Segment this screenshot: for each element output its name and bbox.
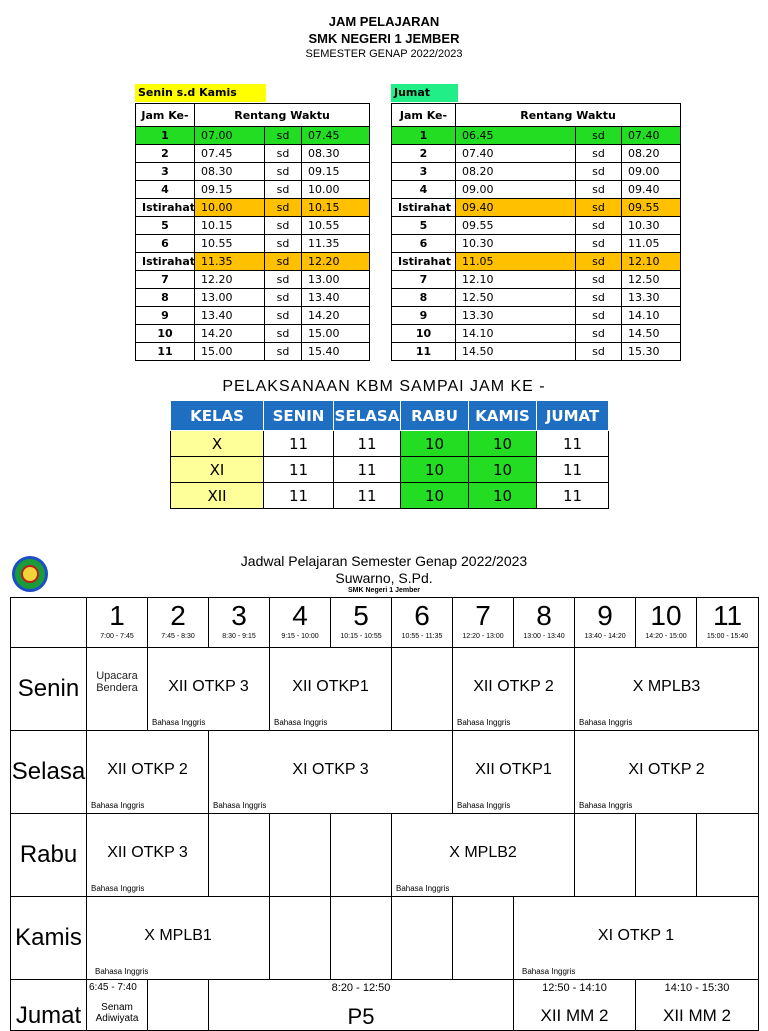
jam-ke: 7 (392, 271, 456, 289)
end-time: 15.00 (302, 325, 370, 343)
lesson-cell (87, 731, 209, 814)
schedule-school: SMK Negeri 1 Jember (348, 587, 420, 594)
period-header (270, 598, 331, 648)
kbm-value: 10 (401, 483, 469, 509)
sd-label: sd (576, 145, 622, 163)
start-time: 08.30 (195, 163, 265, 181)
time-row (392, 217, 681, 235)
subject-name: Bahasa Inggris (274, 718, 328, 727)
time-row (392, 181, 681, 199)
time-row (392, 145, 681, 163)
sd-label: sd (576, 343, 622, 361)
jam-ke: 2 (136, 145, 195, 163)
period-time: 7:45 - 8:30 (161, 633, 195, 640)
period-time: 13:40 - 14:20 (584, 633, 626, 640)
end-time: 15.30 (622, 343, 681, 361)
subject-name: Bahasa Inggris (457, 718, 511, 727)
kbm-row (171, 483, 609, 509)
start-time: 14.20 (195, 325, 265, 343)
period-number: 7 (475, 600, 491, 631)
senam-cell (87, 980, 148, 1031)
period-time: 10:15 - 10:55 (340, 633, 382, 640)
col-rentang-header: Rentang Waktu (456, 104, 681, 127)
jam-ke: 1 (136, 127, 195, 145)
period-number: 2 (170, 600, 186, 631)
row-kamis (11, 897, 759, 980)
sd-label: sd (265, 307, 302, 325)
time-range: 6:45 - 7:40 (89, 982, 137, 993)
subject-name: Bahasa Inggris (213, 801, 267, 810)
end-time: 13.40 (302, 289, 370, 307)
class-name: XII OTKP1 (292, 678, 369, 695)
sd-label: sd (265, 289, 302, 307)
day-label: Rabu (11, 814, 87, 897)
end-time: 10.15 (302, 199, 370, 217)
school-name: SMK NEGERI 1 JEMBER (308, 31, 460, 46)
start-time: 10.55 (195, 235, 265, 253)
lesson-cell (575, 648, 759, 731)
sd-label: sd (576, 181, 622, 199)
end-time: 14.10 (622, 307, 681, 325)
end-time: 09.40 (622, 181, 681, 199)
empty-cell (453, 897, 514, 980)
jam-ke: 5 (136, 217, 195, 235)
kbm-value: 11 (537, 483, 609, 509)
teacher-name: Suwarno, S.Pd. (335, 570, 433, 586)
end-time: 07.45 (302, 127, 370, 145)
period-header (453, 598, 514, 648)
subject-name: Bahasa Inggris (579, 801, 633, 810)
jam-ke: 3 (392, 163, 456, 181)
class-name: X MPLB3 (632, 678, 701, 695)
end-time: 08.30 (302, 145, 370, 163)
period-number: 9 (597, 600, 613, 631)
period-time: 9:15 - 10:00 (281, 633, 319, 640)
end-time: 11.35 (302, 235, 370, 253)
start-time: 13.30 (456, 307, 576, 325)
end-time: 12.20 (302, 253, 370, 271)
class-name: XI OTKP 3 (292, 761, 369, 778)
period-header (514, 598, 575, 648)
lesson-cell (392, 814, 575, 897)
class-name: XI OTKP 1 (597, 927, 675, 944)
subject-name: Bahasa Inggris (396, 884, 450, 893)
empty-cell (636, 814, 697, 897)
jam-ke: 4 (136, 181, 195, 199)
kbm-value: 11 (334, 457, 401, 483)
lesson-cell (270, 648, 392, 731)
start-time: 12.50 (456, 289, 576, 307)
sd-label: sd (576, 217, 622, 235)
time-row (392, 343, 681, 361)
col-rentang-header: Rentang Waktu (195, 104, 370, 127)
time-row (392, 127, 681, 145)
p5-cell (209, 980, 514, 1031)
start-time: 10.30 (456, 235, 576, 253)
kbm-value: 11 (334, 431, 401, 457)
period-number: 6 (414, 600, 430, 631)
empty-cell (331, 897, 392, 980)
period-header (636, 598, 697, 648)
subject-name: Bahasa Inggris (152, 718, 206, 727)
period-number: 1 (109, 600, 125, 631)
kbm-value: 11 (334, 483, 401, 509)
jam-ke: 7 (136, 271, 195, 289)
lesson-cell (87, 814, 209, 897)
jam-ke: Istirahat (136, 253, 195, 271)
jam-ke: 5 (392, 217, 456, 235)
time-row (136, 325, 370, 343)
sd-label: sd (576, 307, 622, 325)
kbm-value: 11 (537, 431, 609, 457)
time-row (392, 199, 681, 217)
end-time: 14.50 (622, 325, 681, 343)
jumat-table (391, 103, 681, 361)
jam-ke: 2 (392, 145, 456, 163)
subject-name: Bahasa Inggris (457, 801, 511, 810)
senam-text: Senam Adiwiyata (95, 1002, 139, 1024)
end-time: 09.15 (302, 163, 370, 181)
kbm-row (171, 457, 609, 483)
sd-label: sd (576, 199, 622, 217)
row-rabu (11, 814, 759, 897)
start-time: 08.20 (456, 163, 576, 181)
jam-ke: 8 (392, 289, 456, 307)
sd-label: sd (265, 199, 302, 217)
end-time: 15.40 (302, 343, 370, 361)
start-time: 15.00 (195, 343, 265, 361)
jam-ke: 6 (136, 235, 195, 253)
subject-name: Bahasa Inggris (95, 967, 149, 976)
empty-cell (697, 814, 759, 897)
end-time: 14.20 (302, 307, 370, 325)
time-row (392, 271, 681, 289)
empty-cell (209, 814, 270, 897)
semester-label: SEMESTER GENAP 2022/2023 (305, 48, 463, 60)
time-row (392, 235, 681, 253)
jam-ke: 6 (392, 235, 456, 253)
kbm-header: KELAS (171, 401, 264, 431)
start-time: 11.35 (195, 253, 265, 271)
end-time: 09.00 (622, 163, 681, 181)
jam-ke: 8 (136, 289, 195, 307)
lesson-cell (636, 980, 759, 1031)
empty-cell (575, 814, 636, 897)
end-time: 12.50 (622, 271, 681, 289)
lesson-cell (514, 897, 759, 980)
time-row (136, 253, 370, 271)
class-name: XII OTKP 3 (107, 844, 188, 861)
start-time: 09.55 (456, 217, 576, 235)
sd-label: sd (576, 325, 622, 343)
sd-label: sd (576, 235, 622, 253)
start-time: 09.00 (456, 181, 576, 199)
empty-cell (270, 814, 331, 897)
period-header (209, 598, 270, 648)
jam-ke: Istirahat (392, 253, 456, 271)
empty-cell (270, 897, 331, 980)
kbm-header: SENIN (264, 401, 334, 431)
subject-name: Bahasa Inggris (579, 718, 633, 727)
kbm-header: SELASA (334, 401, 401, 431)
sd-label: sd (265, 217, 302, 235)
row-jumat (11, 980, 759, 1031)
time-row (392, 307, 681, 325)
kbm-table (170, 400, 609, 509)
class-name: XII OTKP 3 (168, 678, 249, 695)
sd-label: sd (265, 343, 302, 361)
kbm-value: 10 (469, 431, 537, 457)
start-time: 14.10 (456, 325, 576, 343)
kbm-header: RABU (401, 401, 469, 431)
kbm-class: XI (171, 457, 264, 483)
period-header (392, 598, 453, 648)
jam-ke: Istirahat (392, 199, 456, 217)
start-time: 10.00 (195, 199, 265, 217)
time-row (136, 289, 370, 307)
sd-label: sd (265, 235, 302, 253)
period-number: 10 (650, 600, 682, 631)
class-name: XII OTKP 2 (107, 761, 188, 778)
start-time: 12.20 (195, 271, 265, 289)
lesson-cell (453, 648, 575, 731)
end-time: 12.10 (622, 253, 681, 271)
period-number: 5 (353, 600, 369, 631)
kbm-title: PELAKSANAAN KBM SAMPAI JAM KE - (222, 378, 546, 395)
sd-label: sd (576, 253, 622, 271)
corner-cell (11, 598, 87, 648)
kbm-value: 10 (469, 483, 537, 509)
period-time: 10:55 - 11:35 (401, 633, 443, 640)
period-number: 8 (536, 600, 552, 631)
period-number: 4 (292, 600, 308, 631)
sd-label: sd (576, 163, 622, 181)
lesson-cell (87, 897, 270, 980)
lesson-cell (453, 731, 575, 814)
start-time: 13.40 (195, 307, 265, 325)
period-number: 3 (231, 600, 247, 631)
empty-cell (148, 980, 209, 1031)
start-time: 14.50 (456, 343, 576, 361)
sd-label: sd (576, 289, 622, 307)
jam-ke: 1 (392, 127, 456, 145)
start-time: 12.10 (456, 271, 576, 289)
upacara-cell (87, 648, 148, 731)
period-header (87, 598, 148, 648)
class-name: XII OTKP1 (475, 761, 552, 778)
end-time: 09.55 (622, 199, 681, 217)
subject-name: Bahasa Inggris (522, 967, 576, 976)
end-time: 11.05 (622, 235, 681, 253)
lesson-cell (575, 731, 759, 814)
day-label: Selasa (11, 731, 87, 814)
day-label: Kamis (11, 897, 87, 980)
lesson-cell (148, 648, 270, 731)
time-row (392, 163, 681, 181)
sd-label: sd (576, 127, 622, 145)
time-range: 8:20 - 12:50 (331, 982, 391, 994)
kbm-value: 10 (469, 457, 537, 483)
lesson-cell (209, 731, 453, 814)
kbm-value: 11 (537, 457, 609, 483)
time-row (136, 199, 370, 217)
schedule-title: Jadwal Pelajaran Semester Genap 2022/2023 (240, 553, 528, 569)
jam-ke: 11 (136, 343, 195, 361)
time-row (392, 253, 681, 271)
end-time: 10.55 (302, 217, 370, 235)
end-time: 13.30 (622, 289, 681, 307)
class-name: XII MM 2 (662, 1006, 731, 1025)
period-time: 7:00 - 7:45 (100, 633, 134, 640)
jumat-tag: Jumat (391, 84, 458, 102)
kbm-value: 11 (264, 483, 334, 509)
jam-ke: Istirahat (136, 199, 195, 217)
start-time: 07.40 (456, 145, 576, 163)
weekly-schedule (10, 597, 759, 1031)
class-name: X MPLB2 (449, 844, 517, 861)
period-number: 11 (712, 600, 743, 631)
start-time: 13.00 (195, 289, 265, 307)
time-row (136, 217, 370, 235)
col-jam-header: Jam Ke- (136, 104, 195, 127)
sd-label: sd (265, 145, 302, 163)
period-time: 14:20 - 15:00 (645, 633, 687, 640)
period-time: 13:00 - 13:40 (523, 633, 565, 640)
time-row (136, 343, 370, 361)
class-name: XII OTKP 2 (473, 678, 554, 695)
kbm-class: X (171, 431, 264, 457)
row-senin (11, 648, 759, 731)
kbm-value: 11 (264, 431, 334, 457)
class-name: X MPLB1 (144, 927, 212, 944)
class-name: XI OTKP 2 (628, 761, 705, 778)
sd-label: sd (265, 181, 302, 199)
jam-ke: 4 (392, 181, 456, 199)
kbm-value: 10 (401, 457, 469, 483)
class-name: XII MM 2 (540, 1006, 609, 1025)
upacara-text: Upacara Bendera (96, 670, 138, 694)
period-header (575, 598, 636, 648)
sd-label: sd (265, 271, 302, 289)
start-time: 10.15 (195, 217, 265, 235)
row-selasa (11, 731, 759, 814)
day-label: Jumat (11, 980, 87, 1031)
empty-cell (392, 648, 453, 731)
p5-label: P5 (347, 1004, 375, 1029)
time-row (136, 271, 370, 289)
time-row (392, 325, 681, 343)
time-row (136, 145, 370, 163)
period-header (148, 598, 209, 648)
kbm-value: 10 (401, 431, 469, 457)
start-time: 07.45 (195, 145, 265, 163)
start-time: 09.15 (195, 181, 265, 199)
time-row (136, 307, 370, 325)
time-row (136, 163, 370, 181)
start-time: 07.00 (195, 127, 265, 145)
end-time: 08.20 (622, 145, 681, 163)
subject-name: Bahasa Inggris (91, 884, 145, 893)
jam-ke: 9 (392, 307, 456, 325)
kbm-row (171, 431, 609, 457)
start-time: 09.40 (456, 199, 576, 217)
sd-label: sd (265, 163, 302, 181)
senin-kamis-table (135, 103, 370, 361)
sd-label: sd (265, 127, 302, 145)
kbm-header: KAMIS (469, 401, 537, 431)
senin-kamis-tag: Senin s.d Kamis (135, 84, 266, 102)
page-title: JAM PELAJARAN (328, 14, 440, 29)
jam-ke: 9 (136, 307, 195, 325)
jam-ke: 10 (392, 325, 456, 343)
jam-ke: 10 (136, 325, 195, 343)
sd-label: sd (576, 271, 622, 289)
day-label: Senin (11, 648, 87, 731)
end-time: 10.00 (302, 181, 370, 199)
time-row (136, 181, 370, 199)
sd-label: sd (265, 253, 302, 271)
empty-cell (331, 814, 392, 897)
kbm-class: XII (171, 483, 264, 509)
period-header (697, 598, 759, 648)
time-row (392, 289, 681, 307)
end-time: 10.30 (622, 217, 681, 235)
empty-cell (392, 897, 453, 980)
start-time: 06.45 (456, 127, 576, 145)
kbm-value: 11 (264, 457, 334, 483)
subject-name: Bahasa Inggris (91, 801, 145, 810)
col-jam-header: Jam Ke- (392, 104, 456, 127)
end-time: 07.40 (622, 127, 681, 145)
period-time: 15:00 - 15:40 (706, 633, 749, 640)
time-range: 12:50 - 14:10 (542, 982, 607, 994)
jam-ke: 3 (136, 163, 195, 181)
period-header (331, 598, 392, 648)
time-row (136, 127, 370, 145)
time-row (136, 235, 370, 253)
jam-ke: 11 (392, 343, 456, 361)
kbm-header: JUMAT (537, 401, 609, 431)
end-time: 13.00 (302, 271, 370, 289)
start-time: 11.05 (456, 253, 576, 271)
period-time: 12:20 - 13:00 (462, 633, 504, 640)
time-range: 14:10 - 15:30 (664, 982, 730, 994)
period-time: 8:30 - 9:15 (222, 633, 256, 640)
sd-label: sd (265, 325, 302, 343)
lesson-cell (514, 980, 636, 1031)
